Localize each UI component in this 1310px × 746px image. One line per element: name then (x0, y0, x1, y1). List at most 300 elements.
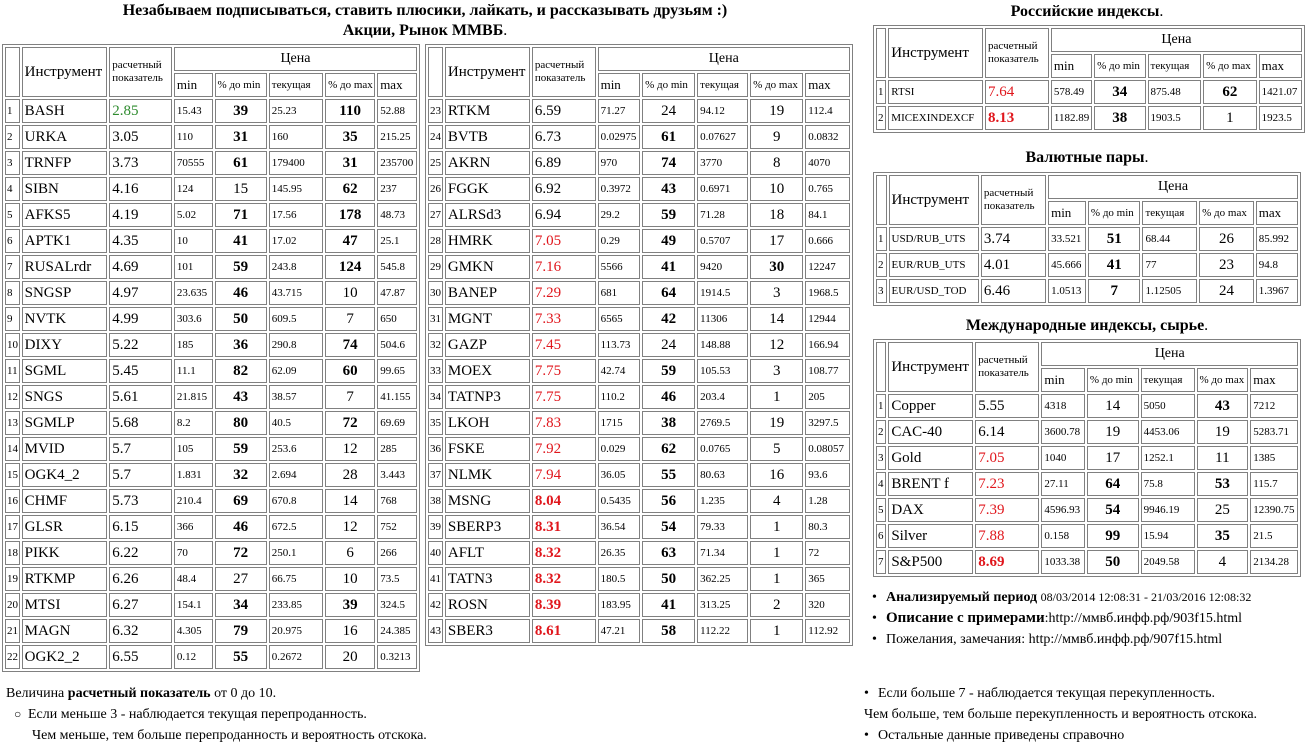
instrument-name: RUSALrdr (22, 255, 108, 279)
instrument-name: MAGN (22, 619, 108, 643)
pct-to-min: 99 (1087, 524, 1139, 548)
min-value: 1.0513 (1048, 279, 1086, 303)
header-current: текущая (1142, 201, 1197, 225)
min-value: 185 (174, 333, 213, 357)
calc-value: 4.35 (109, 229, 172, 253)
min-value: 21.815 (174, 385, 213, 409)
min-value: 5566 (598, 255, 640, 279)
header-calc: расчетный показатель (975, 342, 1039, 392)
min-value: 6565 (598, 307, 640, 331)
current-value: 253.6 (269, 437, 323, 461)
header-pct-min: % до min (215, 73, 267, 97)
current-value: 43.715 (269, 281, 323, 305)
instrument-name: PIKK (22, 541, 108, 565)
calc-value: 7.64 (985, 80, 1049, 104)
fx-table (873, 172, 1301, 306)
pct-to-max: 25 (1197, 498, 1249, 522)
instrument-name: HMRK (445, 229, 530, 253)
row-number: 21 (5, 619, 20, 643)
header-current: текущая (1148, 54, 1202, 78)
row-number: 7 (876, 550, 886, 574)
header-pct-min: % до min (1094, 54, 1145, 78)
calc-value: 4.99 (109, 307, 172, 331)
header-current: текущая (269, 73, 323, 97)
header-min: min (1051, 54, 1092, 78)
row-number: 35 (428, 411, 443, 435)
min-value: 45.666 (1048, 253, 1086, 277)
table-row (5, 125, 417, 149)
instrument-name: AFLT (445, 541, 530, 565)
min-value: 70555 (174, 151, 213, 175)
pct-to-min: 59 (642, 359, 695, 383)
calc-value: 6.89 (532, 151, 596, 175)
pct-to-max: 74 (325, 333, 375, 357)
header-max: max (805, 73, 850, 97)
max-value: 2134.28 (1250, 550, 1298, 574)
table-row (428, 385, 850, 409)
pct-to-min: 41 (1088, 253, 1141, 277)
instrument-name: S&P500 (888, 550, 973, 574)
row-number: 41 (428, 567, 443, 591)
table-row (5, 307, 417, 331)
current-value: 80.63 (697, 463, 748, 487)
min-value: 0.29 (598, 229, 640, 253)
pct-to-min: 42 (642, 307, 695, 331)
header-row (5, 47, 417, 71)
header-price: Цена (598, 47, 850, 71)
table-row (876, 524, 1298, 548)
pct-to-min: 64 (1087, 472, 1139, 496)
max-value: 1.3967 (1256, 279, 1298, 303)
pct-to-min: 15 (215, 177, 267, 201)
pct-to-max: 16 (325, 619, 375, 643)
examples-link[interactable]: :http://ммвб.инфф.рф/903f15.html (1044, 611, 1243, 626)
header-blank (876, 342, 886, 392)
calc-value: 5.22 (109, 333, 172, 357)
table-row (5, 255, 417, 279)
row-number: 25 (428, 151, 443, 175)
row-number: 5 (876, 498, 886, 522)
current-value: 94.12 (697, 99, 748, 123)
pct-to-max: 53 (1197, 472, 1249, 496)
min-value: 70 (174, 541, 213, 565)
max-value: 12247 (805, 255, 850, 279)
current-value: 25.23 (269, 99, 323, 123)
footer-right-line-2: Чем больше, тем больше перекупленность и вероятность отскока. (864, 707, 1258, 722)
min-value: 183.95 (598, 593, 640, 617)
header-line-2 (0, 21, 850, 41)
current-value: 17.56 (269, 203, 323, 227)
row-number: 12 (5, 385, 20, 409)
current-value: 313.25 (697, 593, 748, 617)
max-value: 237 (377, 177, 417, 201)
bullet-icon: • (864, 686, 869, 701)
table-row (428, 567, 850, 591)
instrument-name: SGMLP (22, 411, 108, 435)
stocks-table-right (425, 44, 853, 646)
header-dot: . (503, 22, 508, 39)
table-row (876, 446, 1298, 470)
calc-value: 8.61 (532, 619, 596, 643)
stocks-table-left (2, 44, 420, 672)
table-row (876, 472, 1298, 496)
current-value: 362.25 (697, 567, 748, 591)
calc-value: 6.73 (532, 125, 596, 149)
bullet-icon: • (864, 728, 869, 743)
max-value: 285 (377, 437, 417, 461)
header-current: текущая (697, 73, 748, 97)
calc-value: 2.85 (109, 99, 172, 123)
header-current: текущая (1141, 368, 1195, 392)
pct-to-min: 43 (215, 385, 267, 409)
min-value: 180.5 (598, 567, 640, 591)
min-value: 210.4 (174, 489, 213, 513)
calc-value: 5.61 (109, 385, 172, 409)
intl-heading: Международные индексы, сырье. (965, 317, 1209, 334)
table-row (428, 593, 850, 617)
instrument-name: Gold (888, 446, 973, 470)
current-value: 112.22 (697, 619, 748, 643)
pct-to-min: 58 (642, 619, 695, 643)
current-value: 71.28 (697, 203, 748, 227)
pct-to-max: 17 (750, 229, 803, 253)
instrument-name: TATN3 (445, 567, 530, 591)
calc-value: 7.83 (532, 411, 596, 435)
calc-value: 8.04 (532, 489, 596, 513)
pct-to-min: 32 (215, 463, 267, 487)
header-max: max (1259, 54, 1302, 78)
header-calc: расчетный показатель (109, 47, 172, 97)
pct-to-min: 74 (642, 151, 695, 175)
max-value: 324.5 (377, 593, 417, 617)
max-value: 768 (377, 489, 417, 513)
header-row (428, 47, 850, 71)
min-value: 0.12 (174, 645, 213, 669)
page-header (0, 1, 850, 41)
instrument-name: BRENT f (888, 472, 973, 496)
instrument-name: ALRSd3 (445, 203, 530, 227)
instrument-name: GAZP (445, 333, 530, 357)
header-price: Цена (1048, 175, 1298, 199)
table-row (5, 385, 417, 409)
current-value: 79.33 (697, 515, 748, 539)
table-row (876, 550, 1298, 574)
calc-value: 8.69 (975, 550, 1039, 574)
calc-value: 5.45 (109, 359, 172, 383)
calc-value: 4.69 (109, 255, 172, 279)
min-value: 113.73 (598, 333, 640, 357)
pct-to-max: 72 (325, 411, 375, 435)
row-number: 15 (5, 463, 20, 487)
header-price: Цена (1041, 342, 1298, 366)
calc-value: 5.55 (975, 394, 1039, 418)
min-value: 71.27 (598, 99, 640, 123)
max-value: 504.6 (377, 333, 417, 357)
instrument-name: RTKM (445, 99, 530, 123)
current-value: 0.0765 (697, 437, 748, 461)
max-value: 21.5 (1250, 524, 1298, 548)
current-value: 0.5707 (697, 229, 748, 253)
pct-to-min: 55 (215, 645, 267, 669)
max-value: 52.88 (377, 99, 417, 123)
pct-to-min: 43 (642, 177, 695, 201)
pct-to-min: 63 (642, 541, 695, 565)
calc-value: 7.33 (532, 307, 596, 331)
min-value: 1.831 (174, 463, 213, 487)
instrument-name: APTK1 (22, 229, 108, 253)
ru-indices-heading: Российские индексы. (1010, 3, 1164, 20)
table-row (876, 279, 1298, 303)
max-value: 0.666 (805, 229, 850, 253)
min-value: 1715 (598, 411, 640, 435)
instrument-name: MGNT (445, 307, 530, 331)
instrument-name: SNGS (22, 385, 108, 409)
pct-to-min: 27 (215, 567, 267, 591)
min-value: 4318 (1041, 394, 1084, 418)
min-value: 48.4 (174, 567, 213, 591)
pct-to-max: 30 (750, 255, 803, 279)
header-min: min (1041, 368, 1084, 392)
current-value: 2.694 (269, 463, 323, 487)
footer-left (6, 683, 506, 746)
max-value: 115.7 (1250, 472, 1298, 496)
min-value: 33.521 (1048, 227, 1086, 251)
max-value: 5283.71 (1250, 420, 1298, 444)
max-value: 12944 (805, 307, 850, 331)
instrument-name: URKA (22, 125, 108, 149)
row-number: 28 (428, 229, 443, 253)
table-row (876, 420, 1298, 444)
header-instrument: Инструмент (889, 175, 979, 225)
max-value: 0.0832 (805, 125, 850, 149)
ru-indices-title: Российские индексы (1010, 3, 1160, 20)
header-max: max (1256, 201, 1298, 225)
bullet-icon: • (872, 590, 877, 605)
footer-left-line-3: Чем меньше, тем больше перепроданность и вероятность отскока. (32, 728, 427, 743)
instrument-name: Silver (888, 524, 973, 548)
header-pct-min: % до min (1088, 201, 1141, 225)
table-row (428, 619, 850, 643)
pct-to-max: 4 (1197, 550, 1249, 574)
calc-value: 3.73 (109, 151, 172, 175)
current-value: 5050 (1141, 394, 1195, 418)
table-row (428, 411, 850, 435)
pct-to-min: 72 (215, 541, 267, 565)
row-number: 10 (5, 333, 20, 357)
min-value: 0.158 (1041, 524, 1084, 548)
calc-value: 6.94 (532, 203, 596, 227)
calc-value: 7.29 (532, 281, 596, 305)
min-value: 5.02 (174, 203, 213, 227)
row-number: 33 (428, 359, 443, 383)
row-number: 17 (5, 515, 20, 539)
row-number: 24 (428, 125, 443, 149)
max-value: 1923.5 (1259, 106, 1302, 130)
calc-value: 8.31 (532, 515, 596, 539)
calc-value: 8.13 (985, 106, 1049, 130)
calc-value: 4.01 (981, 253, 1046, 277)
pct-to-min: 17 (1087, 446, 1139, 470)
calc-value: 6.92 (532, 177, 596, 201)
row-number: 27 (428, 203, 443, 227)
header-blank (876, 28, 886, 78)
pct-to-max: 39 (325, 593, 375, 617)
instrument-name: DIXY (22, 333, 108, 357)
min-value: 0.029 (598, 437, 640, 461)
calc-value: 6.22 (109, 541, 172, 565)
wishes-link[interactable]: Пожелания, замечания: http://ммвб.инфф.рф/907f15.html (886, 632, 1223, 647)
header-calc: расчетный показатель (981, 175, 1046, 225)
max-value: 205 (805, 385, 850, 409)
table-row (5, 359, 417, 383)
table-row (5, 541, 417, 565)
fx-heading: Валютные пары. (1025, 149, 1149, 166)
pct-to-min: 61 (642, 125, 695, 149)
header-pct-max: % до max (1199, 201, 1254, 225)
pct-to-min: 54 (1087, 498, 1139, 522)
max-value: 25.1 (377, 229, 417, 253)
current-value: 0.2672 (269, 645, 323, 669)
table-row (428, 229, 850, 253)
header-row (876, 175, 1298, 199)
pct-to-max: 14 (325, 489, 375, 513)
header-title: Акции, Рынок ММВБ (342, 22, 504, 39)
table-row (5, 177, 417, 201)
max-value: 235700 (377, 151, 417, 175)
footer-left-line-1: Величина расчетный показатель от 0 до 10. (6, 686, 277, 701)
instrument-name: ROSN (445, 593, 530, 617)
pct-to-max: 1 (750, 385, 803, 409)
header-instrument: Инструмент (445, 47, 530, 97)
row-number: 20 (5, 593, 20, 617)
header-pct-max: % до max (750, 73, 803, 97)
row-number: 34 (428, 385, 443, 409)
instrument-name: DAX (888, 498, 973, 522)
pct-to-max: 62 (325, 177, 375, 201)
row-number: 16 (5, 489, 20, 513)
min-value: 110.2 (598, 385, 640, 409)
row-number: 1 (876, 227, 887, 251)
row-number: 8 (5, 281, 20, 305)
pct-to-max: 19 (750, 411, 803, 435)
min-value: 105 (174, 437, 213, 461)
current-value: 1903.5 (1148, 106, 1202, 130)
table-row (876, 80, 1302, 104)
min-value: 154.1 (174, 593, 213, 617)
min-value: 23.635 (174, 281, 213, 305)
intl-table (873, 339, 1301, 577)
row-number: 30 (428, 281, 443, 305)
calc-value: 7.23 (975, 472, 1039, 496)
max-value: 3.443 (377, 463, 417, 487)
pct-to-max: 26 (1199, 227, 1254, 251)
pct-to-max: 10 (325, 567, 375, 591)
calc-value: 6.14 (975, 420, 1039, 444)
pct-to-max: 12 (750, 333, 803, 357)
min-value: 26.35 (598, 541, 640, 565)
pct-to-max: 35 (325, 125, 375, 149)
current-value: 68.44 (1142, 227, 1197, 251)
instrument-name: CHMF (22, 489, 108, 513)
row-number: 1 (876, 394, 886, 418)
instrument-name: GMKN (445, 255, 530, 279)
max-value: 1421.07 (1259, 80, 1302, 104)
current-value: 1252.1 (1141, 446, 1195, 470)
current-value: 20.975 (269, 619, 323, 643)
max-value: 73.5 (377, 567, 417, 591)
row-number: 1 (5, 99, 20, 123)
calc-value: 6.59 (532, 99, 596, 123)
max-value: 12390.75 (1250, 498, 1298, 522)
pct-to-min: 80 (215, 411, 267, 435)
row-number: 13 (5, 411, 20, 435)
max-value: 47.87 (377, 281, 417, 305)
instrument-name: MSNG (445, 489, 530, 513)
table-row (428, 307, 850, 331)
header-pct-max: % до max (1203, 54, 1257, 78)
table-row (428, 203, 850, 227)
pct-to-min: 34 (1094, 80, 1145, 104)
min-value: 578.49 (1051, 80, 1092, 104)
row-number: 7 (5, 255, 20, 279)
header-blank (428, 47, 443, 97)
row-number: 18 (5, 541, 20, 565)
row-number: 32 (428, 333, 443, 357)
instrument-name: MOEX (445, 359, 530, 383)
pct-to-max: 19 (1197, 420, 1249, 444)
row-number: 31 (428, 307, 443, 331)
min-value: 0.3972 (598, 177, 640, 201)
pct-to-max: 8 (750, 151, 803, 175)
pct-to-min: 46 (215, 281, 267, 305)
pct-to-max: 20 (325, 645, 375, 669)
current-value: 9946.19 (1141, 498, 1195, 522)
min-value: 36.05 (598, 463, 640, 487)
bullet-icon: • (872, 632, 877, 647)
header-blank (876, 175, 887, 225)
current-value: 71.34 (697, 541, 748, 565)
info-examples: • Описание с примерами:http://ммвб.инфф.рф/903f15.html (872, 608, 1308, 629)
calc-value: 6.32 (109, 619, 172, 643)
pct-to-max: 5 (750, 437, 803, 461)
min-value: 47.21 (598, 619, 640, 643)
info-period: • Анализируемый период 08/03/2014 12:08:31 - 21/03/2016 12:08:32 (872, 587, 1308, 608)
table-row (5, 151, 417, 175)
pct-to-max: 7 (325, 307, 375, 331)
instrument-name: EUR/RUB_UTS (889, 253, 979, 277)
pct-to-min: 50 (642, 567, 695, 591)
row-number: 1 (876, 80, 886, 104)
instrument-name: SNGSP (22, 281, 108, 305)
instrument-name: SBERP3 (445, 515, 530, 539)
pct-to-max: 19 (750, 99, 803, 123)
max-value: 72 (805, 541, 850, 565)
pct-to-max: 1 (750, 619, 803, 643)
intl-title: Международные индексы, сырье (965, 317, 1205, 334)
pct-to-max: 14 (750, 307, 803, 331)
row-number: 37 (428, 463, 443, 487)
header-row (876, 28, 1302, 52)
footer-right (864, 683, 1308, 746)
min-value: 0.02975 (598, 125, 640, 149)
max-value: 1.28 (805, 489, 850, 513)
calc-value: 7.94 (532, 463, 596, 487)
pct-to-min: 41 (642, 593, 695, 617)
pct-to-min: 59 (215, 255, 267, 279)
min-value: 124 (174, 177, 213, 201)
calc-value: 5.7 (109, 463, 172, 487)
current-value: 0.07627 (697, 125, 748, 149)
